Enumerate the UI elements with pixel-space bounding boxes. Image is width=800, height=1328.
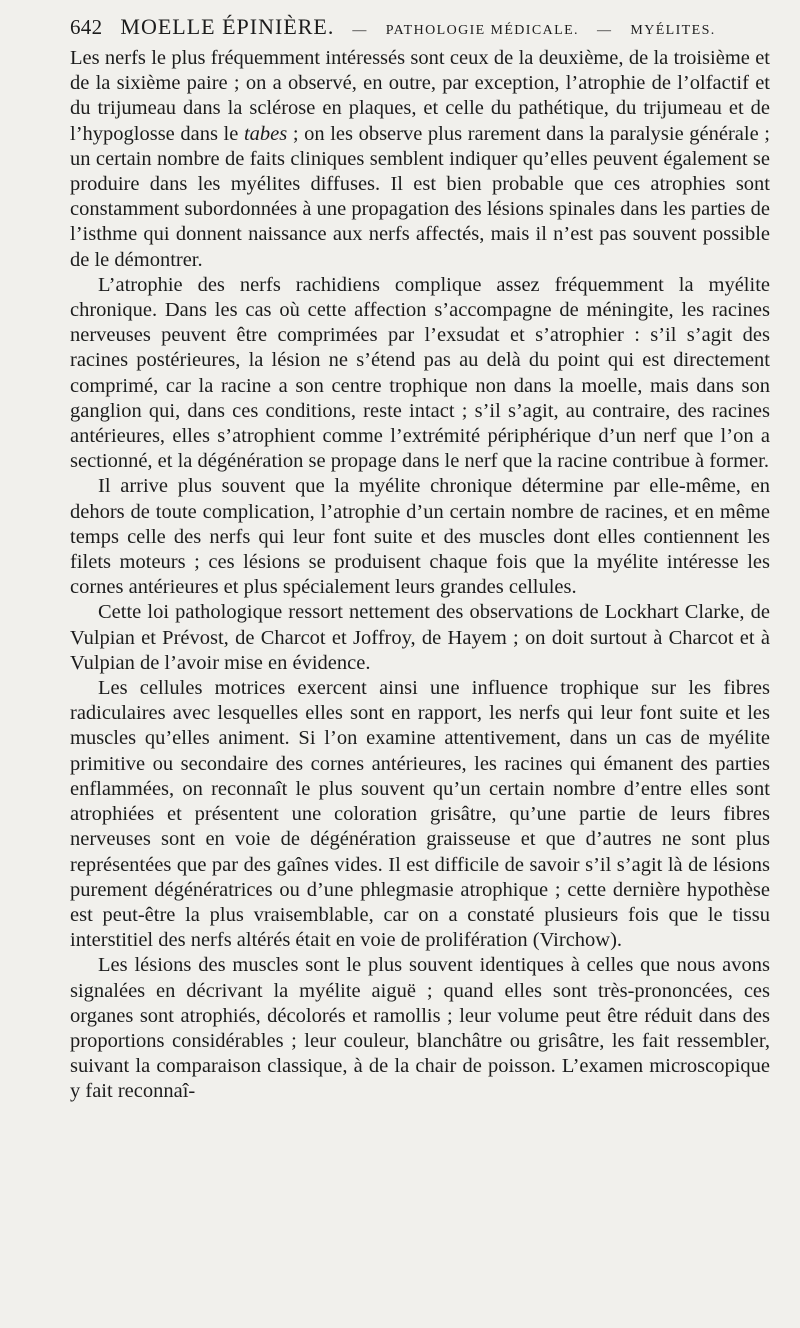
paragraph-2: L’atrophie des nerfs rachidiens complique assez fréquemment la myélite chronique. Dans les cas où cette affection s’accompagne de méningite, les racines nerveuses peuvent être comprimées par l’exsudat et s’atrophier : s’il s’agit des racines postérieures, la lésion ne s’étend pas au delà du point qui est directement comprimé, car la racine a son centre trophique non dans la moelle, mais dans son ganglion qui, dans ces conditions, reste intact ; s’il s’agit, au contraire, des racines antérieures, elles s’atrophient comme l’extrémité périphérique d’un nerf que l’on a sectionné, et la dégénération se propage dans le nerf que la racine contribue à former. [70,273,770,473]
subsection-title: MYÉLITES. [630,23,716,38]
section-title: PATHOLOGIE MÉDICALE. [385,23,579,38]
paragraph-1 [70,46,770,273]
chapter-title: MOELLE ÉPINIÈRE. [120,14,335,39]
paragraph-3: Il arrive plus souvent que la myélite chronique détermine par elle-même, en dehors de toute complication, l’atrophie d’un certain nombre de racines, et en même temps celle des nerfs qui leur font suite et des muscles dont elles contiennent les filets moteurs ; ces lésions se produisent chaque fois que la myélite intéresse les cornes antérieures et plus spécialement leurs grandes cellules. [70,475,770,599]
paragraph-5: Les cellules motrices exercent ainsi une influence trophique sur les fibres radiculaires avec lesquelles elles sont en rapport, les nerfs qui leur font suite et les muscles qu’elles animent. Si l’on examine attentivement, dans un cas de myélite primitive ou secondaire des cornes antérieures, les racines qui émanent des parties enflammées, on reconnaît le plus souvent qu’un certain nombre d’entre elles sont atrophiées et présentent une coloration grisâtre, qu’une partie de leurs fibres nerveuses sont en voie de dégénération graisseuse et que d’autres ne sont plus représentées que par des gaînes vides. Il est difficile de savoir s’il s’agit là de lésions purement dégénératrices ou d’une phlegmasie atrophique ; cette dernière hypothèse est peut-être la plus vraisemblable, car on a constaté plusieurs fois que le tissu interstitiel des nerfs altérés était en voie de prolifération (Virchow). [70,677,770,952]
header-dash-1: — [352,23,368,38]
paragraph-1-text-a: Les nerfs le plus fréquemment intéressés sont ceux de la deuxième, de la troisième et de la sixième paire ; on a observé, en outre, par exception, l’atrophie de l’olfactif et du trijumeau dans la sclérose en plaques, et celle du pathétique, du trijumeau et de l’hypoglosse dans le [70,47,770,145]
running-header [70,14,770,40]
page-number: 642 [70,15,103,39]
paragraph-6: Les lésions des muscles sont le plus souvent identiques à celles que nous avons signalées en décrivant la myélite aiguë ; quand elles sont très-prononcées, ces organes sont atrophiés, décolorés et ramollis ; leur volume peut être réduit dans des proportions considérables ; leur couleur, blanchâtre ou grisâtre, les fait ressembler, suivant la comparaison classique, à de la chair de poisson. L’examen microscopique y fait reconnaî- [70,954,770,1103]
paragraph-4: Cette loi pathologique ressort nettement des observations de Lockhart Clarke, de Vulpian et Prévost, de Charcot et Joffroy, de Hayem ; on doit surtout à Charcot et à Vulpian de l’avoir mise en évidence. [70,601,770,674]
body-text [70,46,770,1105]
paragraph-1-text-b: ; on les observe plus rarement dans la paralysie générale ; un certain nombre de faits cliniques semblent indiquer qu’elles peuvent également se produire dans les myélites diffuses. Il est bien probable que ces atrophies sont constamment subordonnées à une propagation des lésions spinales dans les parties de l’isthme qui donnent naissance aux nerfs affectés, mais il n’est pas souvent possible de le démontrer. [70,122,770,271]
italic-term-tabes: tabes [243,122,288,145]
header-dash-2: — [596,23,613,38]
